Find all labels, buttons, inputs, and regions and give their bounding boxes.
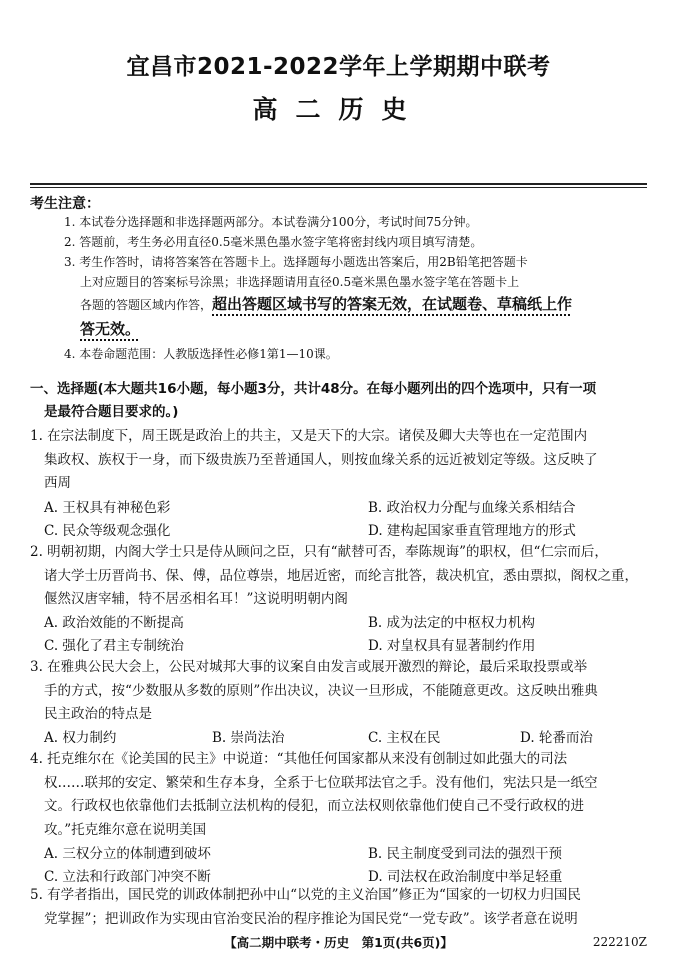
notice-item-3-line3: 各题的答题区域内作答， bbox=[80, 298, 213, 312]
page-footer: 【高二期中联考・历史 第1页(共6页)】 bbox=[224, 935, 453, 950]
section-heading bbox=[30, 378, 650, 424]
question-text: 2. 明朝初期，内阁大学士只是侍从顾问之臣，只有“献替可否，奉陈规诲”的职权，但“仁宗而后， bbox=[30, 544, 608, 560]
section-heading-line2: 是最符合题目要求的。) bbox=[44, 404, 179, 420]
question-text: 集政权、族权于一身，而下级贵族乃至普通国人，则按血缘关系的远近被划定等级。这反映了 bbox=[44, 451, 598, 468]
question-3 bbox=[30, 656, 650, 727]
option-b: B. 政治权力分配与血缘关系相结合 bbox=[368, 500, 576, 516]
option-c: C. 民众等级观念强化 bbox=[44, 523, 171, 539]
option-d: D. 司法权在政治制度中举足轻重 bbox=[368, 869, 563, 885]
question-text: 3. 在雅典公民大会上，公民对城邦大事的议案自由发言或展开激烈的辩论，最后采取投票或举 bbox=[30, 659, 588, 675]
question-5 bbox=[30, 884, 650, 931]
section-heading-line1: 一、选择题(本大题共16小题，每小题3分，共计48分。在每小题列出的四个选项中，只有一项 bbox=[30, 381, 597, 397]
option-a: A. 政治效能的不断提高 bbox=[44, 615, 184, 631]
question-4 bbox=[30, 748, 650, 842]
option-c: C. 强化了君主专制统治 bbox=[44, 638, 184, 654]
notice-item-3-line1: 3. 考生作答时，请将答案答在答题卡上。选择题每小题选出答案后，用2B铅笔把答题卡 bbox=[64, 255, 528, 269]
notice-heading: 考生注意： bbox=[30, 196, 100, 212]
notice-item-2: 2. 答题前，考生务必用直径0.5毫米黑色墨水签字笔将密封线内项目填写清楚。 bbox=[64, 235, 483, 249]
question-text: 权……联邦的安定、繁荣和生存本身，全系于七位联邦法官之手。没有他们，宪法只是一纸空 bbox=[44, 774, 598, 791]
divider bbox=[30, 183, 647, 185]
question-text: 诸大学士历晋尚书、保、傅，品位尊崇，地居近密，而纶言批答，裁决机宜，悉由票拟，阁权之重， bbox=[44, 567, 638, 584]
divider bbox=[30, 187, 647, 188]
option-b: B. 成为法定的中枢权力机构 bbox=[368, 615, 536, 631]
question-text: 4. 托克维尔在《论美国的民主》中说道：“其他任何国家都从来没有创制过如此强大的司法 bbox=[30, 751, 568, 767]
subject-title: 高二历史 bbox=[252, 95, 425, 124]
question-text: 5. 有学者指出，国民党的训政体制把孙中山“以党的主义治国”修正为“国家的一切权力归国民 bbox=[30, 887, 581, 903]
option-b: B. 民主制度受到司法的强烈干预 bbox=[368, 846, 563, 862]
option-a: A. 权力制约 bbox=[44, 730, 117, 746]
option-a: A. 王权具有神秘色彩 bbox=[44, 500, 171, 516]
option-d: D. 轮番而治 bbox=[520, 730, 593, 746]
notice-emphasis-cont: 答无效。 bbox=[80, 320, 141, 338]
question-text: 手的方式，按“少数服从多数的原则”作出决议，决议一旦形成，不能随意更改。这反映出雅典 bbox=[44, 682, 598, 699]
question-1 bbox=[30, 425, 650, 496]
question-text: 党掌握”；把训政作为实现由官治变民治的程序推论为国民党“一党专政”。该学者意在说明 bbox=[44, 910, 578, 927]
notice-emphasis: 超出答题区域书写的答案无效，在试题卷、草稿纸上作 bbox=[212, 295, 573, 313]
question-text: 攻。”托克维尔意在说明美国 bbox=[44, 821, 207, 838]
notice-item-1: 1. 本试卷分选择题和非选择题两部分。本试卷满分100分，考试时间75分钟。 bbox=[64, 215, 478, 229]
option-c: C. 主权在民 bbox=[368, 730, 441, 746]
option-d: D. 建构起国家垂直管理地方的形式 bbox=[368, 523, 576, 539]
question-text: 偃然汉唐宰辅，特不居丞相名耳！”这说明明朝内阁 bbox=[44, 591, 348, 607]
question-text: 民主政治的特点是 bbox=[44, 706, 152, 722]
question-text: 1. 在宗法制度下，周王既是政治上的共主，又是天下的大宗。诸侯及卿大夫等也在一定范围内 bbox=[30, 428, 588, 444]
question-text: 文。行政权也依靠他们去抵制立法机构的侵犯，而立法权则依靠他们使自己不受行政权的进 bbox=[44, 798, 584, 814]
option-c: C. 立法和行政部门冲突不断 bbox=[44, 869, 211, 885]
notice-item-3-line2: 上对应题目的答案标号涂黑；非选择题请用直径0.5毫米黑色墨水签字笔在答题卡上 bbox=[80, 275, 520, 289]
paper-code: 222210Z bbox=[592, 935, 647, 949]
notice-item-4: 4. 本卷命题范围：人教版选择性必修1第1—10课。 bbox=[64, 347, 338, 361]
question-2 bbox=[30, 541, 650, 612]
option-a: A. 三权分立的体制遭到破坏 bbox=[44, 846, 211, 862]
notice-item-3 bbox=[64, 252, 649, 341]
option-d: D. 对皇权具有显著制约作用 bbox=[368, 638, 536, 654]
exam-title: 宜昌市2021-2022学年上学期期中联考 bbox=[126, 54, 551, 80]
option-b: B. 崇尚法治 bbox=[212, 730, 285, 746]
question-text: 西周 bbox=[44, 475, 71, 491]
